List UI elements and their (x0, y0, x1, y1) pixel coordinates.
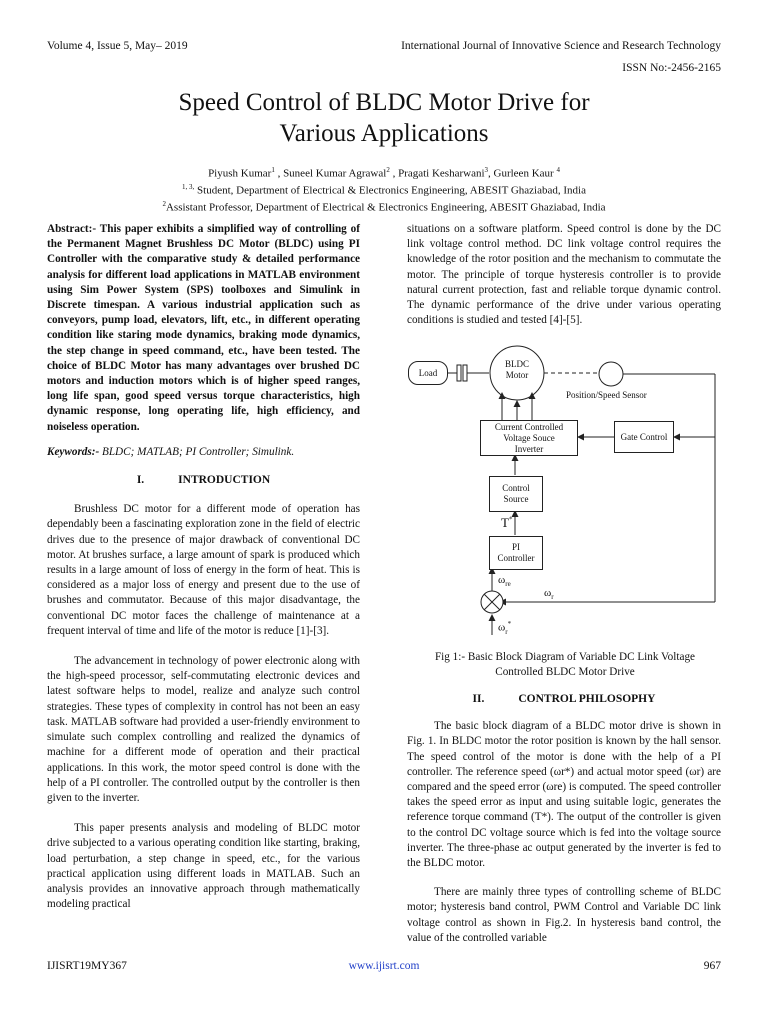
motor-label-1: BLDC (504, 359, 529, 369)
affiliation-1-text: Student, Department of Electrical & Electronics Engineering, ABESIT Ghaziabad, India (194, 184, 586, 197)
title-line-2: Various Applications (279, 120, 489, 147)
author-names (0, 164, 768, 181)
coupling-right-icon (463, 365, 467, 381)
w-ref-star: * (507, 620, 512, 628)
w-ref-symbol: ω (498, 621, 506, 634)
article-code: IJISRT19MY367 (47, 960, 127, 972)
gate-control-block (614, 421, 674, 453)
keywords (47, 445, 360, 460)
load-block (408, 361, 448, 385)
author-3-sup: 3 (484, 166, 489, 174)
page-number: 967 (703, 960, 721, 972)
intro-paragraph-2: The advancement in technology of power electronic along with the high-speed processor, self-commutating electronic devices and latest software helps to model, realize and analyze such control strategies. These types of complexity in control has not been an easy task. MATLAB software had provided a user-friendly environment to simulate such complex controlling and realized the dynamics of machine for a different mode of operation and their practical applications. In this work, the motor speed control is done with the help of a PI controller. The controlled output by the controller is then given to the inverter. (47, 655, 360, 804)
load-label: Load (418, 367, 438, 378)
torque-symbol: T (501, 515, 509, 530)
volume-info: Volume 4, Issue 5, May– 2019 (47, 40, 188, 52)
author-1-sup: 1 (271, 166, 275, 174)
w-re-symbol: ω (498, 574, 506, 586)
coupling-left-icon (457, 365, 461, 381)
block-diagram (400, 345, 730, 645)
journal-name: International Journal of Innovative Science and Research Technology (401, 40, 721, 52)
gate-control-label: Gate Control (620, 431, 668, 442)
section-heading-introduction (47, 473, 360, 488)
right-paragraph-1: situations on a software platform. Speed control is done by the DC link voltage control method. DC link voltage control requires the knowledge of the rotor position and the mechanism to commutate the motor. The principle of torque hysteresis controller is to provide natural current protection, fast and reliable torque dynamic control. The dynamic performance of the drive under various operating conditions is studied and tested [4]-[5]. (407, 223, 721, 327)
motor-label (496, 359, 538, 381)
sensor-label: Position/Speed Sensor (566, 390, 647, 400)
inverter-block (480, 420, 578, 456)
author-block (0, 164, 768, 215)
abstract: Abstract:- This paper exhibits a simplified way of controlling of the Permanent Magnet Brushless DC Motor (BLDC) using PI Controller with the comparative study & detailed performance analysis for different load applications in MATLAB environment using Sim Power System (SPS) toolboxes and Simulink in Discrete timespan. A various industrial application such as conveyors, pump load, elevators, lift, etc., in different operating condition like staring mode dynamics, braking mode dynamics, the step change in speed command, etc., have been tested. The choice of BLDC Motor has many advantages over brushed DC motors and induction motors which is of higher speed ranges, long life span, good speed versus torque characteristics, high dynamic response, long operating life, high efficiency, and noiseless operation. (47, 223, 360, 433)
figure-caption-line-2: Controlled BLDC Motor Drive (495, 666, 635, 678)
author-1: Piyush Kumar (208, 167, 272, 180)
motor-label-2: Motor (505, 370, 529, 380)
right-column-top (407, 222, 721, 328)
left-column (47, 222, 360, 912)
paper-title (0, 87, 768, 149)
pi-controller-block (489, 536, 543, 570)
keywords-label: Keywords:- (47, 445, 100, 458)
affiliation-2 (0, 198, 768, 215)
author-3: , Pragati Kesharwani (389, 167, 485, 180)
control-paragraph-2: There are mainly three types of controlling scheme of BLDC motor; hysteresis band control, PWM Control and Variable DC link voltage control as shown in Fig.2. In hysteresis band control, the value of the controlled variable (407, 886, 721, 944)
right-column-bottom (407, 692, 721, 946)
reference-speed-label (498, 620, 511, 636)
intro-paragraph-1: Brushless DC motor for a different mode of operation has dependably been a fascinating exploration zone in the field of electric drives due to the presence of major drawback of conventional DC motor. At brushes surface, a large amount of spark is produced which results in a large amount of loss of energy in the form of heat. This is considered as a major loss of energy and present due to the use of brushes and commutator. Because of this major disadvantage, the conventional DC motor faces the challenge of maintenance at a frequent interval of time and life of the motor is reduce [1]-[3]. (47, 503, 360, 637)
inverter-label-2: Voltage Souce (503, 432, 555, 443)
author-2: , Suneel Kumar Agrawal (274, 167, 387, 180)
pi-label-2: Controller (497, 553, 535, 563)
w-re-sub: re (505, 580, 511, 589)
w-r-symbol: ω (544, 587, 552, 599)
position-sensor-icon (599, 362, 623, 386)
section-1-number: I. (136, 474, 145, 487)
actual-speed-label (544, 587, 554, 601)
issn: ISSN No:-2456-2165 (622, 62, 721, 74)
affiliation-1 (0, 181, 768, 198)
control-source-label-2: Source (503, 494, 529, 504)
w-ref-sub: r (505, 627, 508, 636)
section-2-title: CONTROL PHILOSOPHY (518, 693, 656, 705)
diagram-wires (400, 345, 730, 645)
section-1-title: INTRODUCTION (178, 474, 271, 487)
section-2-number: II. (472, 693, 485, 705)
speed-error-label (498, 574, 511, 588)
figure-caption (400, 650, 730, 680)
affiliation-2-text: Assistant Professor, Department of Electrical & Electronics Engineering, ABESIT Ghaziabad, India (165, 201, 606, 214)
inverter-label-3: Inverter (514, 443, 544, 454)
control-paragraph-1: The basic block diagram of a BLDC motor drive is shown in Fig. 1. In BLDC motor the rotor position is known by the hall sensor. The speed control of the motor is done with the help of a PI controller. The reference speed (ωr*) and actual motor speed (ωr) are compared and the speed error (ωre) is computed. The speed controller takes the speed error as input and using suitable logic, generates the reference torque command (T*). The output of the controller is given to the control DC voltage source which is fed into the voltage source inverter. The three-phase ac output generated by the inverter is fed to the BLDC motor. (407, 720, 721, 870)
control-source-block (489, 476, 543, 512)
title-line-1: Speed Control of BLDC Motor Drive for (178, 89, 590, 116)
author-4: , Gurleen Kaur (488, 167, 557, 180)
intro-paragraph-3: This paper presents analysis and modeling of BLDC motor drive subjected to a various operating condition like starting, braking, load perturbation, a step change in speed, etc., for the various practical application using different loads in MATLAB. Such an analysis provides an innovative approach through mathematically modeling practical (47, 822, 360, 911)
w-r-sub: r (551, 593, 554, 602)
affiliation-1-sup: 1, 3, (182, 183, 195, 192)
torque-star: * (508, 515, 513, 524)
pi-label-1: PI (511, 542, 520, 552)
author-2-sup: 2 (386, 166, 390, 174)
author-4-sup: 4 (556, 166, 560, 174)
figure-caption-line-1: Fig 1:- Basic Block Diagram of Variable DC Link Voltage (434, 651, 696, 663)
keywords-text: BLDC; MATLAB; PI Controller; Simulink. (99, 445, 295, 458)
journal-url-link[interactable]: www.ijisrt.com (348, 960, 420, 972)
section-heading-control-philosophy (407, 692, 721, 707)
affiliation-2-sup: 2 (162, 200, 166, 209)
inverter-label-1: Current Controlled (494, 421, 564, 432)
torque-ref-label (501, 515, 512, 531)
control-source-label-1: Control (502, 483, 530, 493)
